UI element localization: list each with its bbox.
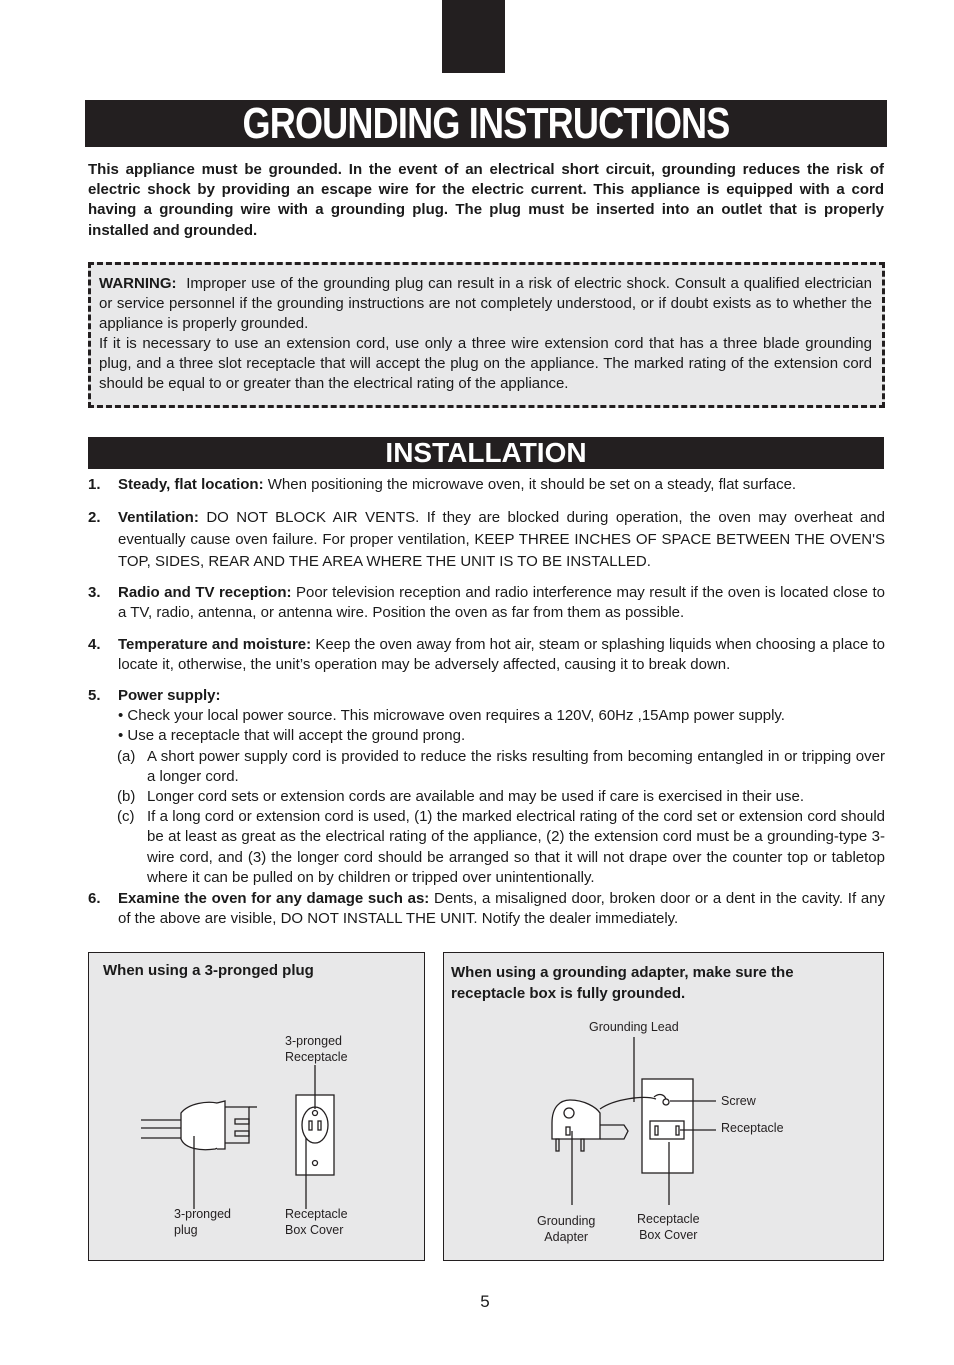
item-text: DO NOT BLOCK AIR VENTS. If they are blocked during operation, the oven may overheat and eventually cause oven failure. For proper ventilation, KEEP THREE INCHES OF SPACE BETWEEN THE OVEN'S TOP, SIDES, REAR AND THE AREA WHERE THE UNIT IS TO BE INSTALLED. xyxy=(118,509,885,571)
box-cover-label: Receptacle Box Cover xyxy=(637,1212,700,1242)
subitem-tag: (c) xyxy=(117,808,135,826)
installation-heading: INSTALLATION xyxy=(88,437,884,469)
page-number: 5 xyxy=(480,1292,490,1311)
list-item xyxy=(88,686,885,706)
item-text: Keep the oven away from hot air, steam or splashing liquids when choosing a place to locate it, otherwise, the unit’s operation may be adversely affected, causing it to break down. xyxy=(118,635,885,673)
warning-text-2: If it is necessary to use an extension cord, use only a three wire extension cord that has a three blade grounding plug, and a three slot receptacle that will accept the plug on the appliance. The marked rating of the extension cord should be equal to or greater than the electrical rating of the appliance. xyxy=(99,335,872,393)
page-title-banner xyxy=(85,100,887,147)
power-bullet: • Check your local power source. This microwave oven requires a 120V, 60Hz ,15Amp power supply. xyxy=(118,707,785,725)
page-tab-marker xyxy=(442,0,505,73)
page-title: GROUNDING INSTRUCTIONS xyxy=(242,99,730,148)
grounding-adapter-illustration xyxy=(444,953,885,1262)
three-pronged-plug-illustration xyxy=(89,953,426,1262)
screw-label: Screw xyxy=(721,1094,756,1108)
subitem-tag: (b) xyxy=(117,788,136,806)
warning-box xyxy=(88,262,885,408)
diagram-3-pronged-plug xyxy=(88,952,425,1261)
intro-paragraph: This appliance must be grounded. In the event of an electrical short circuit, grounding reduces the risk of electric shock by providing an escape wire for the electric current. This appliance is equipped with a cord having a grounding wire with a grounding plug. The plug must be inserted into an outlet that is properly installed and grounded. xyxy=(88,161,884,239)
power-bullets xyxy=(88,706,885,746)
diagram-grounding-adapter xyxy=(443,952,884,1261)
power-bullet: • Use a receptacle that will accept the ground prong. xyxy=(118,727,466,745)
diagram-title: When using a grounding adapter, make sure the receptacle box is fully grounded. xyxy=(451,964,794,1002)
item-label: Examine the oven for any damage such as: xyxy=(118,890,430,908)
installation-list xyxy=(88,475,885,929)
list-item xyxy=(88,507,885,573)
receptacle-label: Receptacle xyxy=(721,1121,784,1135)
item-number: 2. xyxy=(88,509,101,527)
item-number: 3. xyxy=(88,584,101,602)
diagram-title: When using a 3-pronged plug xyxy=(103,962,314,979)
power-subitem xyxy=(117,807,885,888)
item-number: 6. xyxy=(88,890,101,908)
item-label: Radio and TV reception: xyxy=(118,584,292,602)
list-item xyxy=(88,583,885,623)
item-text: When positioning the microwave oven, it should be set on a steady, flat surface. xyxy=(267,476,797,493)
grounding-lead-label: Grounding Lead xyxy=(589,1020,679,1034)
subitem-tag: (a) xyxy=(117,747,136,765)
power-subitem xyxy=(117,747,885,787)
plug-label: 3-pronged plug xyxy=(174,1207,231,1237)
item-number: 4. xyxy=(88,635,101,653)
item-label: Steady, flat location: xyxy=(118,476,264,493)
subitem-text: If a long cord or extension cord is used, (1) the marked electrical rating of the cord set or extension cord should be at least as great as the electrical rating of the appliance, (2) the extension cord must be a grounding-type 3-wire cord, and (3) the longer cord should be arranged so that it will not drape over the counter top or tabletop where it can be pulled on by children or tripped over unintentionally. xyxy=(147,808,885,886)
list-item xyxy=(88,635,885,675)
item-label: Temperature and moisture: xyxy=(118,635,312,653)
list-item xyxy=(88,889,885,929)
list-item xyxy=(88,475,885,495)
power-subitems xyxy=(88,747,885,888)
item-text: Poor television reception and radio interference may result if the oven is located close to a TV, radio, antenna, or antenna wire. Position the oven as far from them as possible. xyxy=(118,584,885,622)
box-cover-label: Receptacle Box Cover xyxy=(285,1207,348,1237)
adapter-label: Grounding Adapter xyxy=(537,1214,596,1244)
subitem-text: A short power supply cord is provided to reduce the risks resulting from becoming entangled in or tripping over a longer cord. xyxy=(147,747,885,785)
warning-text-1: Improper use of the grounding plug can result in a risk of electric shock. Consult a qualified electrician or service personnel if the grounding instructions are not completely understood, or if doubt exists as to whether the appliance is properly grounded. xyxy=(99,275,872,333)
item-number: 5. xyxy=(88,687,101,705)
warning-label: WARNING: xyxy=(99,275,177,292)
item-number: 1. xyxy=(88,476,101,493)
subitem-text: Longer cord sets or extension cords are available and may be used if care is exercised in their use. xyxy=(147,788,805,806)
power-subitem xyxy=(117,787,885,807)
warning-paragraph-1 xyxy=(99,274,872,334)
item-label: Ventilation: xyxy=(118,509,199,527)
item-label: Power supply: xyxy=(118,687,221,705)
item-text: Dents, a misaligned door, broken door or a dent in the cavity. If any of the above are visible, DO NOT INSTALL THE UNIT. Notify the dealer immediately. xyxy=(118,890,885,928)
receptacle-label: 3-pronged Receptacle xyxy=(285,1034,348,1064)
